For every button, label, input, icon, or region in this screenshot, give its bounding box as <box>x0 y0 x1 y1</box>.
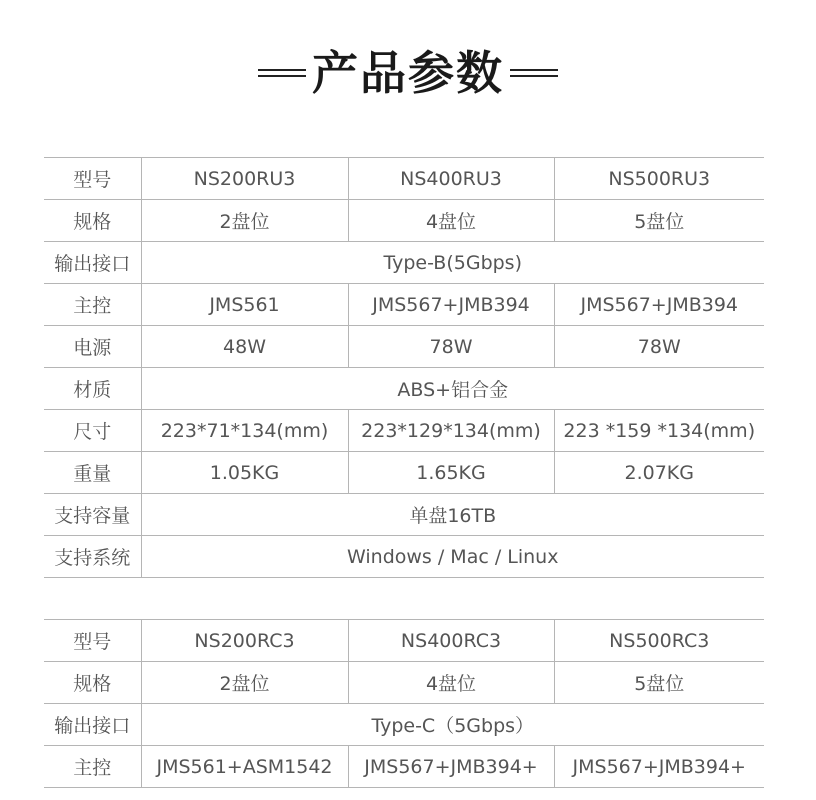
table-row-model <box>44 620 764 662</box>
table-cell: 223 *159 *134(mm) <box>554 410 764 452</box>
table-row-power <box>44 326 764 368</box>
table-row-weight <box>44 452 764 494</box>
table-row-interface <box>44 242 764 284</box>
table-cell: 2.07KG <box>554 452 764 494</box>
table-cell: JMS567+JMB394+ <box>554 746 764 788</box>
row-label: 重量 <box>44 452 141 494</box>
table-cell: 223*129*134(mm) <box>348 410 554 452</box>
page-title: 产品参数 <box>312 46 504 100</box>
row-label: 电源 <box>44 326 141 368</box>
table-row-bays <box>44 662 764 704</box>
table-cell: JMS561 <box>141 284 348 326</box>
row-label: 规格 <box>44 662 141 704</box>
row-label: 输出接口 <box>44 242 141 284</box>
spec-table-c3 <box>44 619 764 788</box>
table-cell: 2盘位 <box>141 200 348 242</box>
row-label: 规格 <box>44 200 141 242</box>
table-cell: 4盘位 <box>348 662 554 704</box>
page-title-banner <box>0 38 816 108</box>
row-label: 主控 <box>44 746 141 788</box>
row-label: 尺寸 <box>44 410 141 452</box>
table-row-model <box>44 158 764 200</box>
table-cell: NS500RU3 <box>554 158 764 200</box>
table-cell-span: Windows / Mac / Linux <box>141 536 764 578</box>
row-label: 支持系统 <box>44 536 141 578</box>
table-cell: JMS561+ASM1542 <box>141 746 348 788</box>
table-row-controller <box>44 746 764 788</box>
row-label: 材质 <box>44 368 141 410</box>
table-cell: 78W <box>554 326 764 368</box>
row-label: 型号 <box>44 620 141 662</box>
table-cell-span: ABS+铝合金 <box>141 368 764 410</box>
table-cell: 48W <box>141 326 348 368</box>
table-cell: NS200RC3 <box>141 620 348 662</box>
table-cell-span: Type-C（5Gbps） <box>141 704 764 746</box>
table-cell-span: 单盘16TB <box>141 494 764 536</box>
table-row-size <box>44 410 764 452</box>
title-right-decoration <box>510 68 558 78</box>
title-left-decoration <box>258 68 306 78</box>
table-cell: JMS567+JMB394 <box>348 284 554 326</box>
table-row-os <box>44 536 764 578</box>
row-label: 支持容量 <box>44 494 141 536</box>
table-cell: NS400RC3 <box>348 620 554 662</box>
table-row-controller <box>44 284 764 326</box>
table-cell: 223*71*134(mm) <box>141 410 348 452</box>
table-cell: 4盘位 <box>348 200 554 242</box>
table-cell: 5盘位 <box>554 662 764 704</box>
row-label: 主控 <box>44 284 141 326</box>
spec-table-u3 <box>44 157 764 578</box>
table-cell: NS500RC3 <box>554 620 764 662</box>
table-row-bays <box>44 200 764 242</box>
table-cell: JMS567+JMB394+ <box>348 746 554 788</box>
table-cell: 78W <box>348 326 554 368</box>
table-cell: NS400RU3 <box>348 158 554 200</box>
table-row-material <box>44 368 764 410</box>
table-cell: NS200RU3 <box>141 158 348 200</box>
table-row-capacity <box>44 494 764 536</box>
table-cell: 2盘位 <box>141 662 348 704</box>
table-cell: 1.65KG <box>348 452 554 494</box>
table-cell-span: Type-B(5Gbps) <box>141 242 764 284</box>
table-row-interface <box>44 704 764 746</box>
table-cell: JMS567+JMB394 <box>554 284 764 326</box>
row-label: 输出接口 <box>44 704 141 746</box>
row-label: 型号 <box>44 158 141 200</box>
table-cell: 5盘位 <box>554 200 764 242</box>
table-cell: 1.05KG <box>141 452 348 494</box>
